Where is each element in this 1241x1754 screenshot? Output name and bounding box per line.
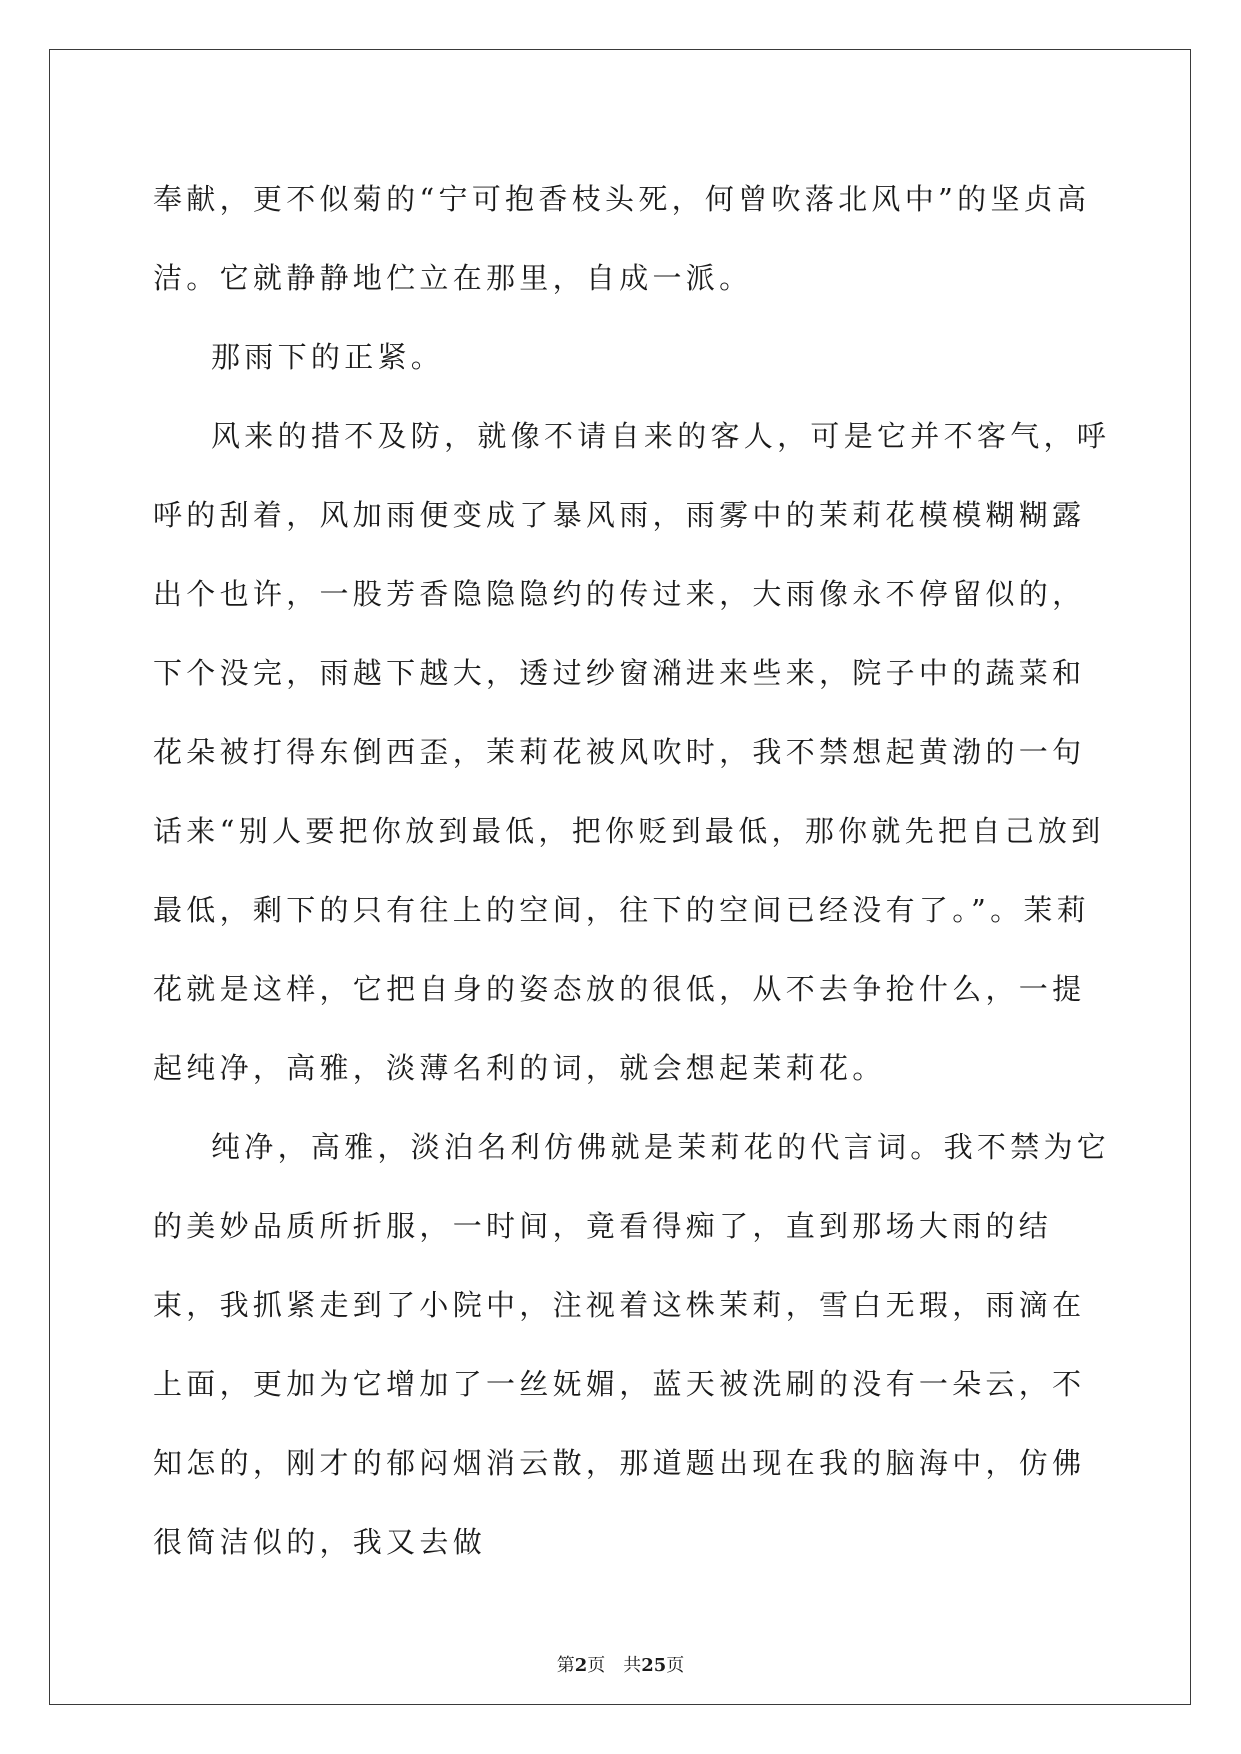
page-footer (0, 1653, 1241, 1679)
paragraph: 那雨下的正紧。 (211, 340, 445, 374)
total-page-number: 25 (641, 1655, 667, 1676)
current-page-number: 2 (574, 1655, 588, 1676)
document-body (153, 160, 1113, 1582)
total-prefix: 共 (623, 1655, 642, 1676)
paragraph-continuation: 奉献，更不似菊的“宁可抱香枝头死，何曾吹落北风中”的坚贞高洁。它就静静地伫立在那里，自成一派。 (153, 182, 1091, 295)
paragraph: 纯净，高雅，淡泊名利仿佛就是茉莉花的代言词。我不禁为它的美妙品质所折服，一时间，竟看得痴了，直到那场大雨的结束，我抓紧走到了小院中，注视着这株茉莉，雪白无瑕，雨滴在上面，更加为它增加了一丝妩媚，蓝天被洗刷的没有一朵云，不知怎的，刚才的郁闷烟消云散，那道题出现在我的脑海中，仿佛很简洁似的，我又去做 (153, 1130, 1111, 1559)
total-suffix: 页 (666, 1655, 685, 1676)
page-suffix: 页 (587, 1655, 606, 1676)
page-prefix: 第 (556, 1655, 575, 1676)
paragraph: 风来的措不及防，就像不请自来的客人，可是它并不客气，呼呼的刮着，风加雨便变成了暴风雨，雨雾中的茉莉花模模糊糊露出个也许，一股芳香隐隐隐约的传过来，大雨像永不停留似的，下个没完，雨越下越大，透过纱窗潲进来些来，院子中的蔬菜和花朵被打得东倒西歪，茉莉花被风吹时，我不禁想起黄渤的一句话来“别人要把你放到最低，把你贬到最低，那你就先把自己放到最低，剩下的只有往上的空间，往下的空间已经没有了。”。茉莉花就是这样，它把自身的姿态放的很低，从不去争抢什么，一提起纯净，高雅，淡薄名利的词，就会想起茉莉花。 (153, 419, 1111, 1085)
